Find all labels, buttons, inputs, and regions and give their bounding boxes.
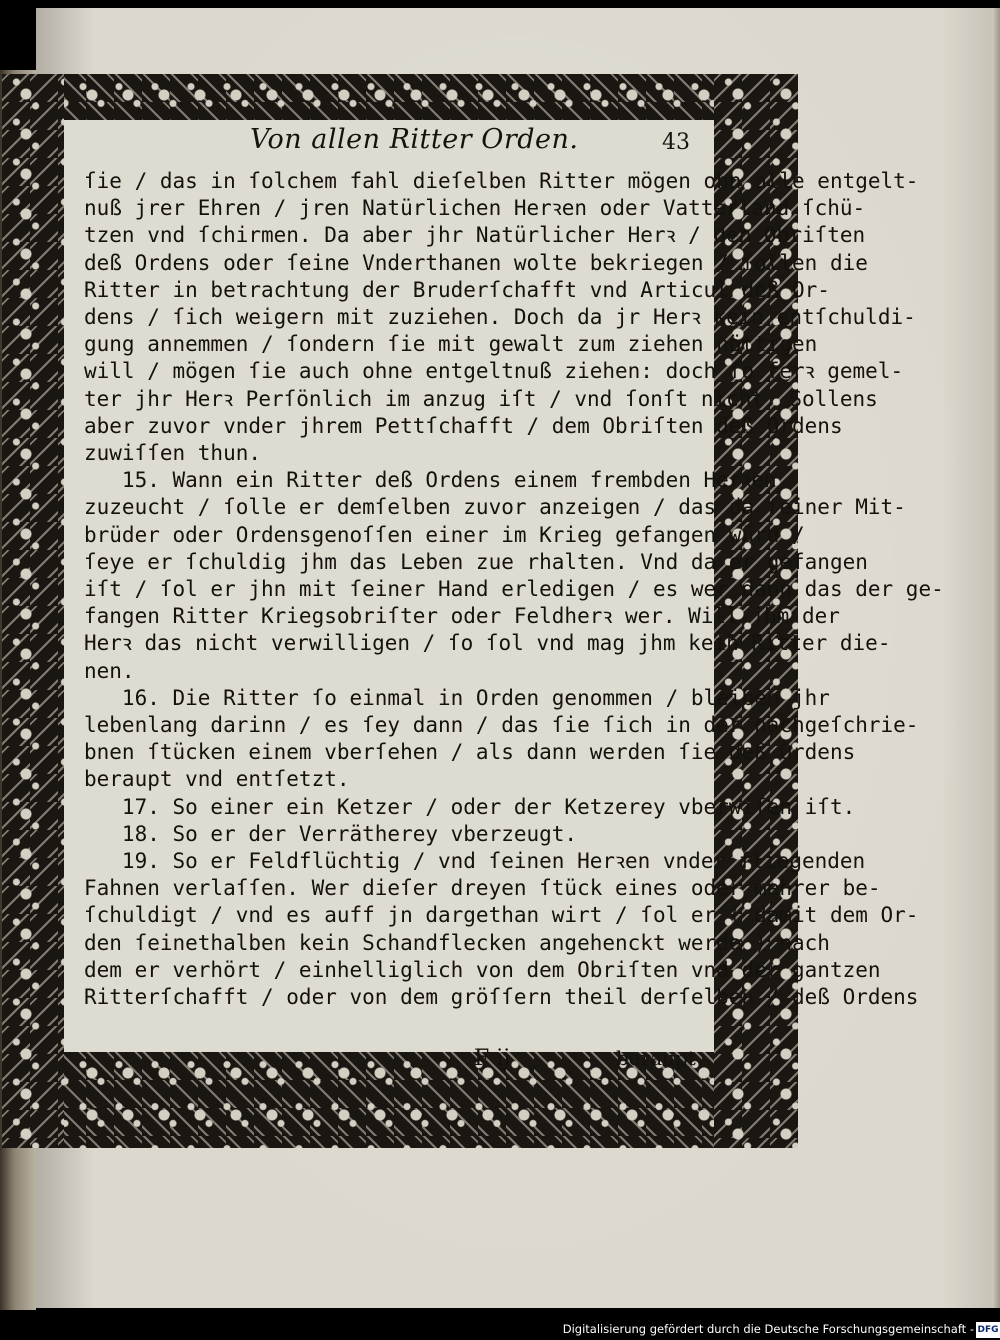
text-line: nen. xyxy=(84,658,135,683)
signature-mark: F ij xyxy=(474,1046,511,1071)
page-edge xyxy=(992,8,1000,1308)
text-line: ter jhr Herꝛ Perſönlich im anzug iſt / vnd ſonſt nicht. Sollens xyxy=(84,386,878,411)
text-line: den ſeinethalben kein Schandflecken angehenckt werde ) nach xyxy=(84,930,830,955)
text-line: Ritter in betrachtung der Bruderſchafft vnd Articul deß Or- xyxy=(84,277,830,302)
text-line: gung annemmen / ſondern ſie mit gewalt zum ziehen nöttigen xyxy=(84,332,818,357)
text-line: will / mögen ſie auch ohne entgeltnuß ziehen: doch ſo ferꝛ gemel- xyxy=(84,359,904,384)
text-line: Ritterſchafft / oder von dem gröſſern theil derſelben / deß Ordens xyxy=(84,985,919,1010)
text-line: bnen ſtücken einem vberſehen / als dann werden ſie deß Ordens xyxy=(84,740,856,765)
text-line: tzen vnd ſchirmen. Da aber jhr Natürlicher Herꝛ / den Obriſten xyxy=(84,223,866,248)
text-line: ſie / das in ſolchem fahl dieſelben Ritter mögen ohn alle entgelt- xyxy=(84,169,919,193)
text-line: 19. So er Feldflüchtig / vnd ſeinen Herꝛen vnder fliegenden xyxy=(84,849,866,874)
page-number: 43 xyxy=(662,130,690,155)
text-line: ſeye er ſchuldig jhm das Leben zue rhalten. Vnd da er gefangen xyxy=(84,549,868,574)
text-line: iſt / ſol er jhn mit ſeiner Hand erledigen / es wer dann das der ge- xyxy=(84,577,944,602)
text-line: ſchuldigt / vnd es auff jn dargethan wirt / ſol er ( damit dem Or- xyxy=(84,903,919,928)
dfg-logo: DFG xyxy=(976,1322,1000,1338)
ornamental-border-left xyxy=(2,74,64,1148)
body-text xyxy=(84,168,944,1011)
ornamental-border-top xyxy=(2,74,798,120)
text-line: zuzeucht / ſolle er demſelben zuvor anzeigen / das da ſeiner Mit- xyxy=(84,495,906,520)
funding-note: Digitalisierung gefördert durch die Deutsche Forschungsgemeinschaft - xyxy=(562,1322,974,1336)
running-head: Von allen Ritter Orden. xyxy=(250,124,579,155)
text-line: deß Ordens oder ſeine Vnderthanen wolte bekriegen / ſollen die xyxy=(84,250,868,275)
text-line: brüder oder Ordensgenoſſen einer im Krieg gefangen würd / xyxy=(84,522,805,547)
text-line: nuß jrer Ehren / jren Natürlichen Herꝛen oder Vatterland ſchü- xyxy=(84,196,866,221)
text-line: 16. Die Ritter ſo einmal in Orden genommen / bleiben jhr xyxy=(84,685,830,710)
text-line: 15. Wann ein Ritter deß Ordens einem frembden Herꝛen xyxy=(84,468,777,493)
text-line: lebenlang darinn / es ſey dann / das ſie ſich in der nachgeſchrie- xyxy=(84,713,919,738)
catchword: beraupt xyxy=(616,1046,696,1070)
text-line: dens / ſich weigern mit zuziehen. Doch da jr Herꝛ kein entſchuldi- xyxy=(84,305,916,330)
text-line: Fahnen verlaſſen. Wer dieſer dreyen ſtück eines oder mehrer be- xyxy=(84,876,881,901)
text-line: dem er verhört / einhelliglich von dem Obriſten vnd der gantzen xyxy=(84,957,881,982)
text-line: Herꝛ das nicht verwilligen / ſo ſol vnd mag jhm kein Ritter die- xyxy=(84,631,891,656)
text-line: zuwiſſen thun. xyxy=(84,441,262,466)
text-line: 18. So er der Verrätherey vberzeugt. xyxy=(84,821,578,846)
text-line: 17. So einer ein Ketzer / oder der Ketzerey vberwiſen iſt. xyxy=(84,794,856,819)
text-line: fangen Ritter Kriegsobriſter oder Feldherꝛ wer. Will jhm der xyxy=(84,604,840,629)
text-line: beraupt vnd entſetzt. xyxy=(84,767,350,792)
text-line: aber zuvor vnder jhrem Pettſchafft / dem Obriſten deß Ordens xyxy=(84,413,843,438)
